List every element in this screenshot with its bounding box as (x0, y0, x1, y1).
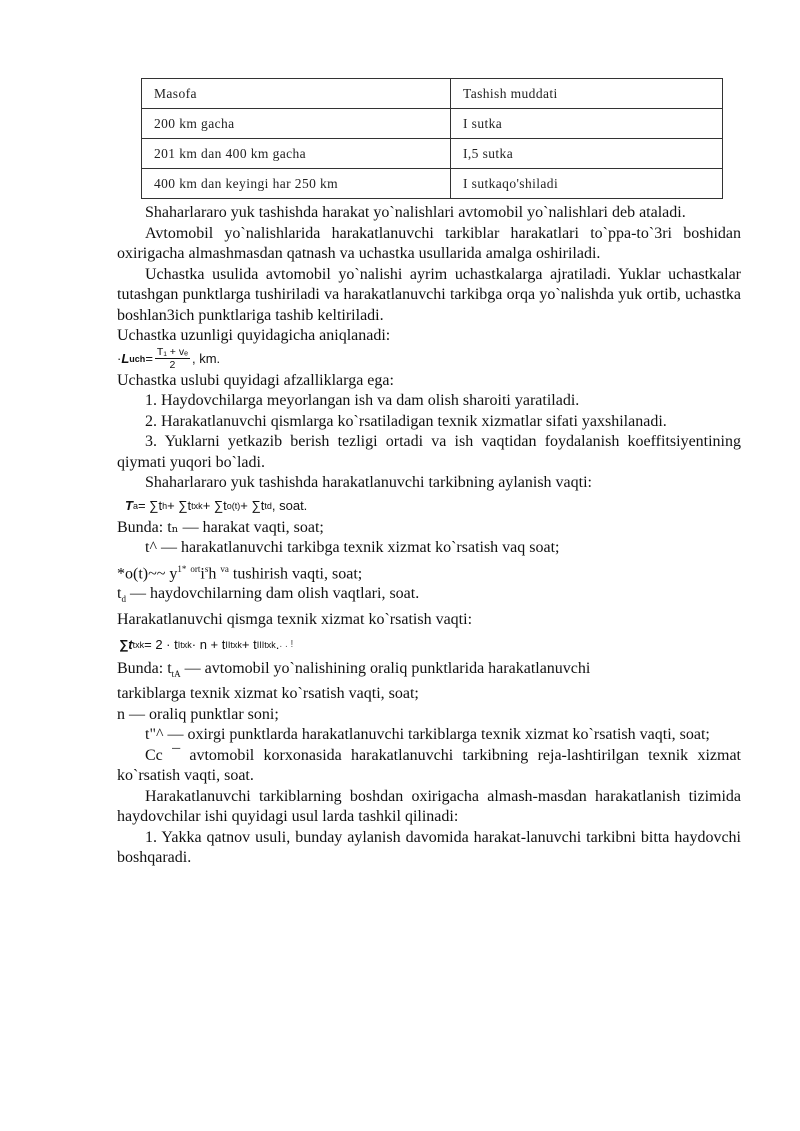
table-row (142, 109, 723, 139)
paragraph: Shaharlararo yuk tashishda harakat yo`nalishlari avtomobil yo`nalishlari deb ataladi. (145, 204, 686, 221)
paragraph: Bunda: tₙ — harakat vaqti, soat; (117, 518, 324, 536)
paragraph: n — oraliq punktlar soni; (117, 705, 279, 723)
table-header-row (142, 79, 723, 109)
list-item: 3. Yuklarni yetkazib berish tezligi ortadi va ish vaqtidan foydalanish koeffitsiyentining qiymati yuqori bo`ladi. (117, 433, 741, 471)
table-header-cell: Tashish muddati (451, 79, 723, 109)
paragraph: t^ — harakatlanuvchi tarkibga texnik xizmat ko`rsatish vaq soat; (145, 539, 560, 556)
paragraph: Cc ¯ avtomobil korxonasida harakatlanuvchi tarkibning reja-lashtirilgan texnik xizmat ko`rsatish vaqti, soat. (117, 746, 741, 785)
paragraph: Harakatlanuvchi tarkiblarning boshdan oxirigacha almash-masdan harakatlanish tizimida haydovchilar ishi quyidagi usul larda tashkil qilinadi: (117, 787, 741, 826)
delivery-time-table (141, 78, 723, 199)
table-cell: 200 km gacha (142, 109, 451, 139)
paragraph: Avtomobil yo`nalishlarida harakatlanuvchi tarkiblar harakatlari to`ppa-to`3ri boshidan oxirigacha almashmasdan qatnash va uchastka usullarida amalga oshiriladi. (117, 224, 741, 262)
paragraph: Shaharlararo yuk tashishda harakatlanuvchi tarkibning aylanish vaqti: (145, 474, 592, 491)
formula-turnover-time: T a = ∑t h + ∑t txk + ∑t o(t) + ∑t td , soat. (125, 498, 308, 513)
table-row (142, 139, 723, 169)
paragraph: tarkiblarga texnik xizmat ko`rsatish vaqti, soat; (117, 685, 419, 703)
table-row (142, 169, 723, 199)
formula-section-length: · L uch = $\frac{\text{T₁ + vₑ}}{2}$ , km. (117, 346, 221, 371)
paragraph: *o(t)~~ $y^{1*}$ $^{ort}i^sh$ $^{va}$ tushirish vaqti, soat; (117, 563, 363, 582)
list-item: 1. Haydovchilarga meyorlangan ish va dam olish sharoiti yaratiladi. (145, 392, 580, 409)
formula-maintenance-time: ∑t txk = 2 · t I txk · n + t II txk + t III txk . . . ! (119, 637, 294, 653)
paragraph: Uchastka uzunligi quyidagicha aniqlanadi: (117, 327, 391, 344)
table-cell: 201 km dan 400 km gacha (142, 139, 451, 169)
paragraph: Uchastka uslubi quyidagi afzalliklarga ega: (117, 371, 394, 389)
list-item: 1. Yakka qatnov usuli, bunday aylanish davomida harakat-lanuvchi tarkibni bitta haydovchi boshqaradi. (117, 828, 741, 867)
table-header-cell: Masofa (142, 79, 451, 109)
paragraph: Uchastka usulida avtomobil yo`nalishi ayrim uchastkalarga ajratiladi. Yuklar uchastkalar tutashgan punktlarga tushiriladi va harakatlanuvchi tarkibga orqa yo`nalishda yuk ortib, uchastka boshlan3ich punktlariga tashib keltiriladi. (117, 265, 741, 324)
paragraph: Bunda: $t_{tA}$ — avtomobil yo`nalishining oraliq punktlarida harakatlanuvchi (117, 659, 591, 679)
list-item: 2. Harakatlanuvchi qismlarga ko`rsatiladigan texnik xizmatlar sifati yaxshilanadi. (145, 412, 667, 430)
table-cell: I,5 sutka (451, 139, 723, 169)
paragraph: Harakatlanuvchi qismga texnik xizmat ko`rsatish vaqti: (117, 611, 473, 629)
paragraph: $t_d$ — haydovchilarning dam olish vaqtlari, soat. (117, 585, 420, 605)
table-cell: 400 km dan keyingi har 250 km (142, 169, 451, 199)
paragraph: t"^ — oxirgi punktlarda harakatlanuvchi tarkiblarga texnik xizmat ko`rsatish vaqti, soat; (145, 726, 710, 744)
table-cell: I sutkaqo'shiladi (451, 169, 723, 199)
table-cell: I sutka (451, 109, 723, 139)
document-page (117, 78, 741, 869)
fraction: $\frac{\text{T₁ + vₑ}}{2}$ (156, 346, 188, 371)
